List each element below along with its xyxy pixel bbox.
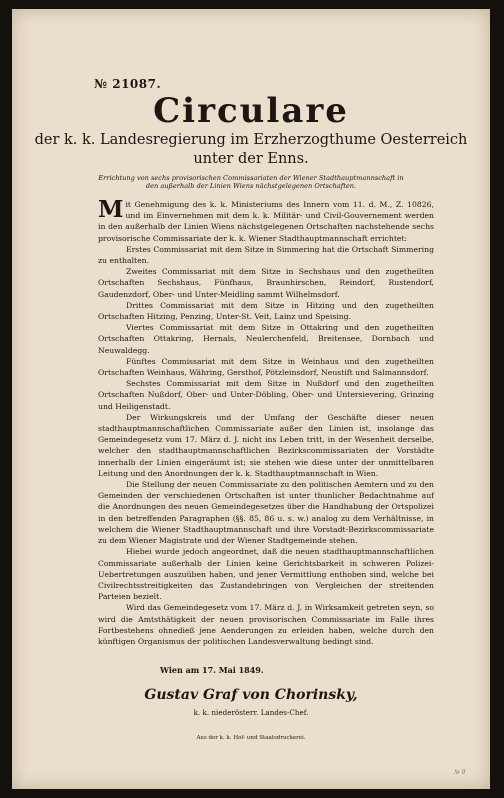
document-title: Circulare — [153, 91, 349, 131]
margin-note: № 9 — [454, 769, 466, 776]
paragraph-commissariat-5: Fünftes Commissariat mit dem Sitze in Weinhaus und den zugetheilten Ortschaften Weinhaus, Währing, Gersthof, Pötzleinsdorf, Neustift und Salmannsdorf. — [98, 356, 434, 378]
document-summary: Errichtung von sechs provisorischen Commissariaten der Wiener Stadthauptmannschaft in den außerhalb der Linien Wiens nächstgelegenen Ortschaften. — [98, 174, 404, 191]
issuing-authority — [12, 131, 490, 169]
authority-line-2: unter der Enns. — [193, 151, 309, 167]
paragraph-commissariat-2: Zweites Commissariat mit dem Sitze in Sechshaus und den zugetheilten Ortschaften Sechshaus, Fünfhaus, Braunhirschen, Reindorf, Rustendorf, Gaudenzdorf, Ober- und Unter-Meidling sammt Wilhelmsdorf. — [98, 267, 434, 299]
intro-paragraph — [98, 196, 434, 244]
circular-number: № 21087. — [94, 77, 162, 91]
paragraph-commissariat-6: Sechstes Commissariat mit dem Sitze in Nußdorf und den zugetheilten Ortschaften Nußdorf, Ober- und Unter-Döbling, Ober- und Untersievering, Grinzing und Heiligenstadt. — [98, 379, 434, 411]
authority-line-1: der k. k. Landesregierung im Erzherzogthume Oesterreich — [34, 132, 468, 148]
printer-imprint: Aus der k. k. Hof- und Staatsdruckerei. — [196, 735, 306, 741]
signatory-name: Gustav Graf von Chorinsky, — [144, 687, 358, 703]
paragraph-jurisdiction: Der Wirkungskreis und der Umfang der Geschäfte dieser neuen stadthauptmannschaftlichen Commissariate außer den Linien ist, insolange das Gemeindegesetz vom 17. März d. J. nicht ins Leben tritt, in der Wesenheit derselbe, welcher den stadthauptmannschaftlichen Bezirkscommissariaten der Vorstädte innerhalb der Linien eingeräumt ist; sie stehen wie diese unter der unmittelbaren Leitung und den Anordnungen der k. k. Stadthauptmannschaft in Wien. — [98, 412, 434, 478]
paragraph-commissariat-4: Viertes Commissariat mit dem Sitze in Ottakring und den zugetheilten Ortschaften Ottakring, Hernals, Neulerchenfeld, Breitensee, Dornbach und Neuwaldegg. — [98, 323, 434, 355]
drop-cap: M — [98, 196, 124, 223]
document-sheet — [12, 9, 490, 789]
document-body — [98, 196, 434, 647]
signatory-title: k. k. niederösterr. Landes-Chef. — [193, 708, 309, 717]
paragraph-commissariat-1: Erstes Commissariat mit dem Sitze in Simmering hat die Ortschaft Simmering zu enthalten. — [98, 244, 434, 266]
paragraph-commissariat-3: Drittes Commissariat mit dem Sitze in Hitzing und den zugetheilten Ortschaften Hitzing, Penzing, Unter-St. Veit, Lainz und Speising. — [98, 300, 434, 322]
paragraph-future: Wird das Gemeindegesetz vom 17. März d. J. in Wirksamkeit getreten seyn, so wird die Amtsthätigkeit der neuen provisorischen Commissariate im Falle ihres Fortbestehens ohnedieß jene Aenderungen zu erleiden haben, welche durch den künftigen Organismus der politischen Landesverwaltung bedingt sind. — [98, 603, 434, 646]
issue-date: Wien am 17. Mai 1849. — [160, 665, 264, 675]
intro-text: it Genehmigung des k. k. Ministeriums des Innern vom 11. d. M., Z. 10826, und im Einvernehmen mit dem k. k. Militär- und Civil-Gouvernement werden in den außerhalb der Linien Wiens nächstgelegenen Ortschaften nachstehende sechs provisorische Commissariate der k. k. Wiener Stadthauptmannschaft errichtet: — [98, 200, 434, 243]
paragraph-position: Die Stellung der neuen Commissariate zu den politischen Aemtern und zu den Gemeinden der verschiedenen Ortschaften ist unter thunlicher Bedachtnahme auf die Anordnungen des neuen Gemeindegesetzes über die Handhabung der Ortspolizei in den betreffenden Paragraphen (§§. 85, 86 u. s. w.) analog zu dem Verhältnisse, in welchem die Wiener Stadthauptmannschaft und ihre Vorstadt-Bezirkscommissariate zu dem Wiener Magistrate und der Wiener Stadtgemeinde stehen. — [98, 480, 434, 546]
paragraph-limitations: Hiebei wurde jedoch angeordnet, daß die neuen stadthauptmannschaftlichen Commissariate außerhalb der Linien keine Gerichtsbarkeit in schweren Polizei-Uebertretungen auszuüben haben, und jener Vermittlung enthoben sind, welche bei Civilrechtsstreitigkeiten das Zustandebringen von Vergleichen der streitenden Parteien bezielt. — [98, 547, 434, 602]
